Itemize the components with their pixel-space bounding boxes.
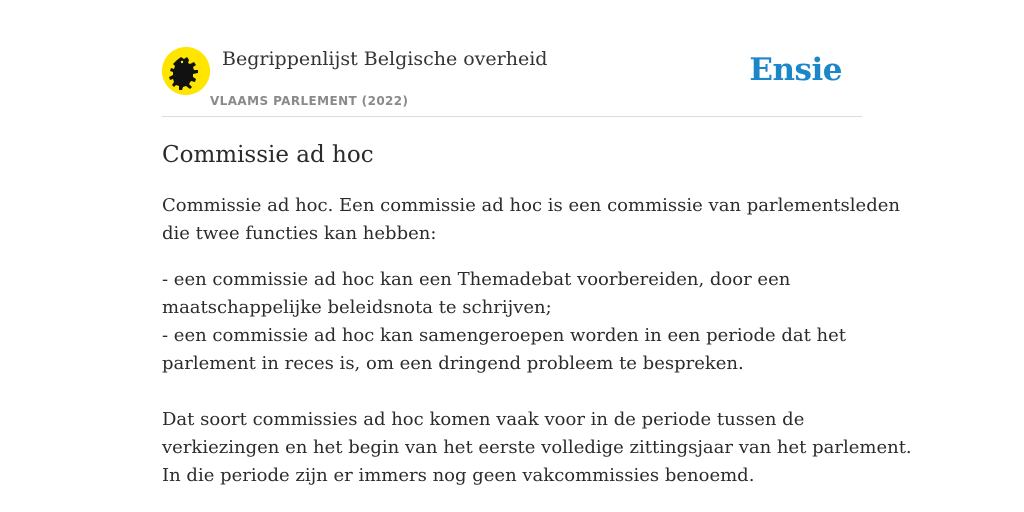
text-line: In die periode zijn er immers nog geen vakcommissies benoemd. [162, 465, 755, 486]
page-title: Commissie ad hoc [162, 142, 374, 168]
text-line: Dat soort commissies ad hoc komen vaak voor in de periode tussen de [162, 409, 805, 430]
source-publisher: VLAAMS PARLEMENT (2022) [210, 94, 409, 108]
list-item-line: parlement in reces is, om een dringend probleem te bespreken. [162, 353, 744, 374]
definition-body [162, 192, 912, 490]
intro-paragraph [162, 192, 900, 248]
list-item-line: - een commissie ad hoc kan samengeroepen worden in een periode dat het [162, 325, 847, 346]
paragraph-spacer [162, 378, 862, 406]
text-line: verkiezingen en het begin van het eerste volledige zittingsjaar van het parlement. [162, 437, 912, 458]
text-line: Commissie ad hoc. Een commissie ad hoc is een commissie van parlementsleden [162, 195, 900, 216]
flemish-lion-icon [162, 47, 210, 95]
text-line: die twee functies kan hebben: [162, 223, 437, 244]
source-title[interactable]: Begrippenlijst Belgische overheid [222, 48, 548, 70]
closing-paragraph [162, 406, 912, 490]
list-item-line: - een commissie ad hoc kan een Themadebat voorbereiden, door een [162, 269, 791, 290]
functions-list [162, 266, 862, 378]
paragraph-spacer [162, 248, 862, 266]
list-item-line: maatschappelijke beleidsnota te schrijven; [162, 297, 552, 318]
source-header [162, 46, 862, 117]
ensie-logo-link[interactable]: Ensie [749, 52, 842, 88]
